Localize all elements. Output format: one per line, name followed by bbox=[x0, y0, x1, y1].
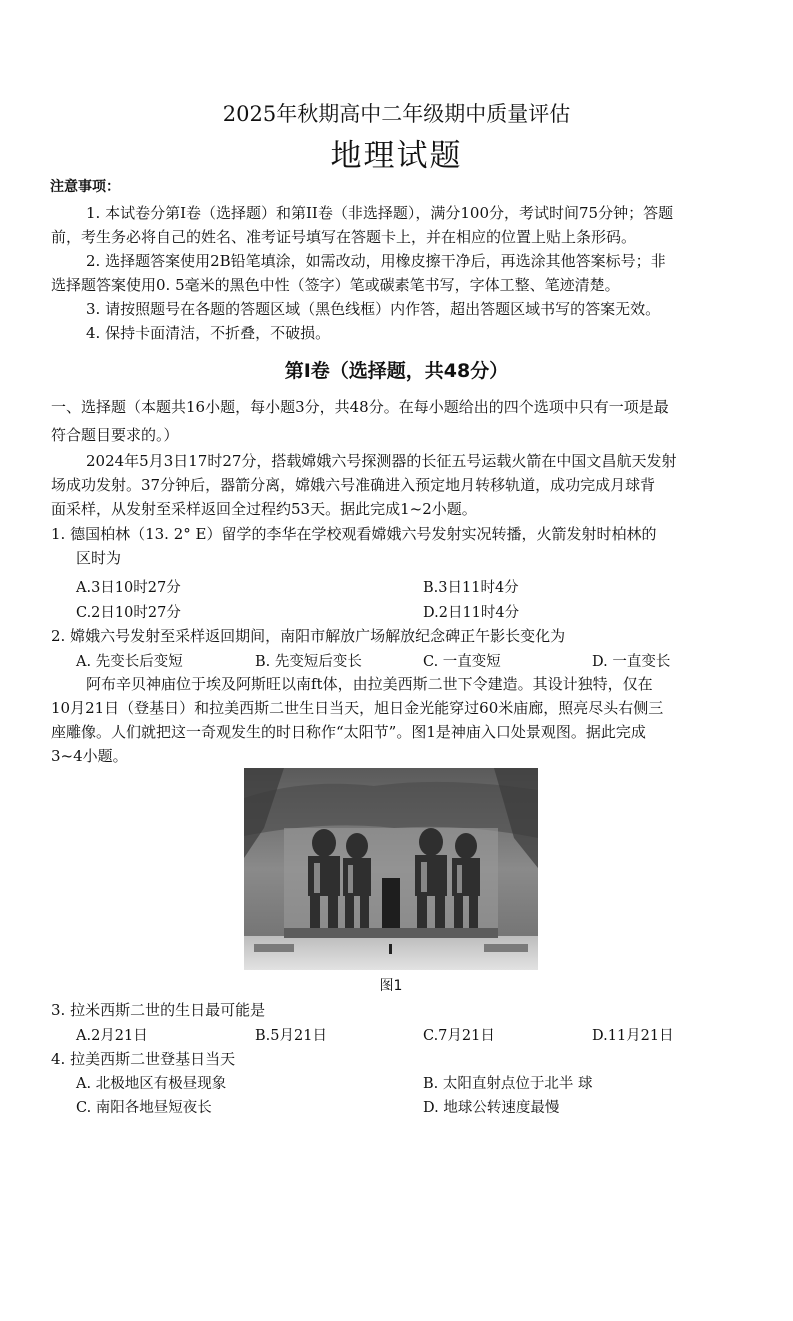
exam-title: 2025年秋期高中二年级期中质量评估 bbox=[222, 102, 571, 126]
question-4-stem: 4. 拉美西斯二世登基日当天 bbox=[51, 1050, 236, 1068]
subject-title: 地理试题 bbox=[330, 138, 463, 174]
passage-2-line-3: 座雕像。人们就把这一奇观发生的时日称作“太阳节”。图1是神庙入口处景观图。据此完成 bbox=[51, 723, 646, 741]
passage-1-line-3: 面采样，从发射至采样返回全过程约53天。据此完成1~2小题。 bbox=[51, 500, 477, 518]
question-2-option-b[interactable]: B. 先变短后变长 bbox=[255, 654, 362, 670]
question-1-stem-line-1: 1. 德国柏林（13. 2° E）留学的李华在学校观看嫦娥六号发射实况转播，火箭发射时柏林的 bbox=[51, 525, 657, 543]
question-3-option-b[interactable]: B.5月21日 bbox=[255, 1028, 327, 1044]
notice-item-4: 4. 保持卡面清洁，不折叠，不破损。 bbox=[86, 324, 331, 342]
figure-caption: 图1 bbox=[379, 978, 403, 994]
question-3-stem: 3. 拉米西斯二世的生日最可能是 bbox=[51, 1001, 266, 1019]
question-3-option-c[interactable]: C.7月21日 bbox=[423, 1028, 495, 1044]
passage-2-line-2: 10月21日（登基日）和拉美西斯二世生日当天，旭日金光能穿过60米庙廊，照亮尽头右侧三 bbox=[51, 699, 664, 717]
question-3-option-d[interactable]: D.11月21日 bbox=[592, 1028, 674, 1044]
passage-2-line-1: 阿布辛贝神庙位于埃及阿斯旺以南ft体，由拉美西斯二世下令建造。其设计独特，仅在 bbox=[86, 675, 653, 693]
question-3-option-a[interactable]: A.2月21日 bbox=[76, 1028, 148, 1044]
notice-heading: 注意事项： bbox=[50, 179, 120, 195]
question-4-option-c[interactable]: C. 南阳各地昼短夜长 bbox=[76, 1100, 212, 1116]
question-2-option-d[interactable]: D. 一直变长 bbox=[592, 654, 671, 670]
question-4-option-d[interactable]: D. 地球公转速度最慢 bbox=[423, 1100, 560, 1116]
question-2-stem: 2. 嫦娥六号发射至采样返回期间，南阳市解放广场解放纪念碑正午影长变化为 bbox=[51, 627, 566, 645]
question-1-option-b[interactable]: B.3日11时4分 bbox=[423, 580, 519, 596]
question-4-option-a[interactable]: A. 北极地区有极昼现象 bbox=[76, 1076, 227, 1092]
question-1-option-d[interactable]: D.2日11时4分 bbox=[423, 605, 520, 621]
passage-1-line-2: 场成功发射。37分钟后，器箭分离，嫦娥六号准确进入预定地月转移轨道，成功完成月球背 bbox=[51, 476, 656, 494]
temple-photo bbox=[244, 768, 538, 970]
question-1-option-a[interactable]: A.3日10时27分 bbox=[76, 580, 181, 596]
passage-1-line-1: 2024年5月3日17时27分，搭载嫦娥六号探测器的长征五号运载火箭在中国文昌航天发射 bbox=[86, 452, 677, 470]
question-2-option-a[interactable]: A. 先变长后变短 bbox=[76, 654, 183, 670]
notice-item-1-line-2: 前，考生务必将自己的姓名、准考证号填写在答题卡上，并在相应的位置上贴上条形码。 bbox=[51, 228, 637, 246]
question-1-stem-line-2: 区时为 bbox=[76, 549, 122, 567]
question-1-option-c[interactable]: C.2日10时27分 bbox=[76, 605, 181, 621]
section-title: 第I卷（选择题，共48分） bbox=[284, 360, 509, 382]
passage-2-line-4: 3~4小题。 bbox=[51, 747, 128, 765]
notice-item-1-line-1: 1. 本试卷分第I卷（选择题）和第II卷（非选择题），满分100分，考试时间75分钟；答题 bbox=[86, 204, 674, 222]
question-2-option-c[interactable]: C. 一直变短 bbox=[423, 654, 501, 670]
section-intro-line-1: 一、选择题（本题共16小题，每小题3分，共48分。在每小题给出的四个选项中只有一项是最 bbox=[51, 398, 669, 416]
section-intro-line-2: 符合题目要求的。） bbox=[51, 426, 179, 444]
notice-item-2-line-2: 选择题答案使用0. 5毫米的黑色中性（签字）笔或碳素笔书写，字体工整、笔迹清楚。 bbox=[51, 276, 620, 294]
question-4-option-b[interactable]: B. 太阳直射点位于北半 球 bbox=[423, 1076, 593, 1092]
notice-item-2-line-1: 2. 选择题答案使用2B铅笔填涂，如需改动，用橡皮擦干净后，再选涂其他答案标号；非 bbox=[86, 252, 666, 270]
notice-item-3: 3. 请按照题号在各题的答题区域（黑色线框）内作答，超出答题区域书写的答案无效。 bbox=[86, 300, 661, 318]
